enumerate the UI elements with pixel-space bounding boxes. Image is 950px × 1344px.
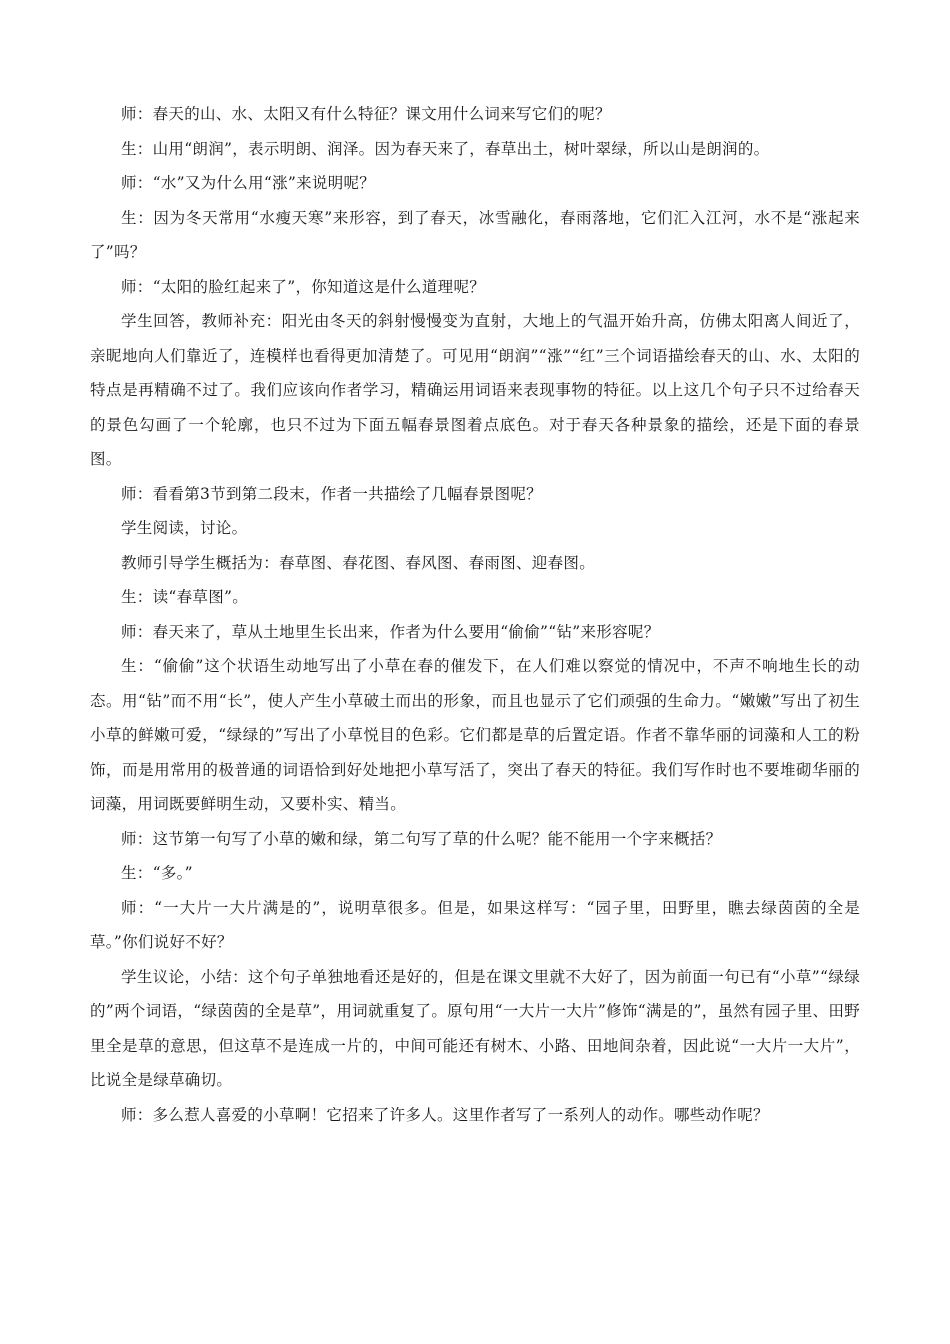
paragraph-teacher-grass: 师：春天来了，草从土地里生长出来，作者为什么要用“偷偷”“钻”来形容呢？ <box>121 622 660 641</box>
paragraph-teacher-actions: 师：多么惹人喜爱的小草啊！它招来了许多人。这里作者写了一系列人的动作。哪些动作呢？ <box>121 1105 769 1124</box>
paragraph-student-grass-analysis: 生：“偷偷”这个状语生动地写出了小草在春的催发下，在人们难以察觉的情况中，不声不响地生长的动态。用“钻”而不用“长”，使人产生小草破土而出的形象，而且也显示了它们顽强的生命力。“嫩嫩”写出了初生小草的鲜嫩可爱，“绿绿的”写出了小草悦目的色彩。它们都是草的后置定语。作者不靠华丽的词藻和人工的粉饰，而是用常用的极普通的词语恰到好处地把小草写活了，突出了春天的特征。我们写作时也不要堆砌华丽的词藻，用词既要鲜明生动，又要朴实、精当。 <box>90 657 860 813</box>
paragraph-student-read: 生：读“春草图”。 <box>121 588 249 606</box>
paragraph-teacher-spring-pictures: 师：看看第3节到第二段末，作者一共描绘了几幅春景图呢？ <box>121 484 542 503</box>
paragraph-teacher-second-sentence: 师：这节第一句写了小草的嫩和绿，第二句写了草的什么呢？能不能用一个字来概括？ <box>121 829 722 848</box>
paragraph-student-water: 生：因为冬天常用“水瘦天寒”来形容，到了春天，冰雪融化，春雨落地，它们汇入江河，水不是“涨起来了”吗？ <box>90 208 860 261</box>
paragraph-student-many: 生：“多。” <box>121 864 193 882</box>
document-body <box>90 97 860 1132</box>
paragraph-students-discuss: 学生阅读，讨论。 <box>121 519 248 537</box>
paragraph-teacher-water: 师：“水”又为什么用“涨”来说明呢？ <box>121 174 376 192</box>
paragraph-teacher-rewrite: 师：“一大片一大片满是的”，说明草很多。但是，如果这样写：“园子里，田野里，瞧去绿茵茵的全是草。”你们说好不好？ <box>90 898 860 951</box>
paragraph-student-answer-sun: 学生回答，教师补充：阳光由冬天的斜射慢慢变为直射，大地上的气温开始升高，仿佛太阳离人间近了，亲昵地向人们靠近了，连模样也看得更加清楚了。可见用“朗润”“涨”“红”三个词语描绘春天的山、水、太阳的特点是再精确不过了。我们应该向作者学习，精确运用词语来表现事物的特征。以上这几个句子只不过给春天的景色勾画了一个轮廓，也只不过为下面五幅春景图着点底色。对于春天各种景象的描绘，还是下面的春景图。 <box>90 312 860 468</box>
paragraph-student-conclusion: 学生议论，小结：这个句子单独地看还是好的，但是在课文里就不大好了，因为前面一句已有“小草”“绿绿的”两个词语，“绿茵茵的全是草”，用词就重复了。原句用“一大片一大片”修饰“满是的”，虽然有园子里、田野里全是草的意思，但这草不是连成一片的，中间可能还有树木、小路、田地间杂着，因此说“一大片一大片”，比说全是绿草确切。 <box>90 967 860 1089</box>
paragraph-teacher-sun: 师：“太阳的脸红起来了”，你知道这是什么道理呢？ <box>121 277 486 296</box>
paragraph-student-mountain: 生：山用“朗润”，表示明朗、润泽。因为春天来了，春草出土，树叶翠绿，所以山是朗润的。 <box>121 139 770 158</box>
paragraph-teacher-summary: 教师引导学生概括为：春草图、春花图、春风图、春雨图、迎春图。 <box>121 553 596 572</box>
paragraph-teacher-question-features: 师：春天的山、水、太阳又有什么特征？课文用什么词来写它们的呢？ <box>121 105 611 123</box>
